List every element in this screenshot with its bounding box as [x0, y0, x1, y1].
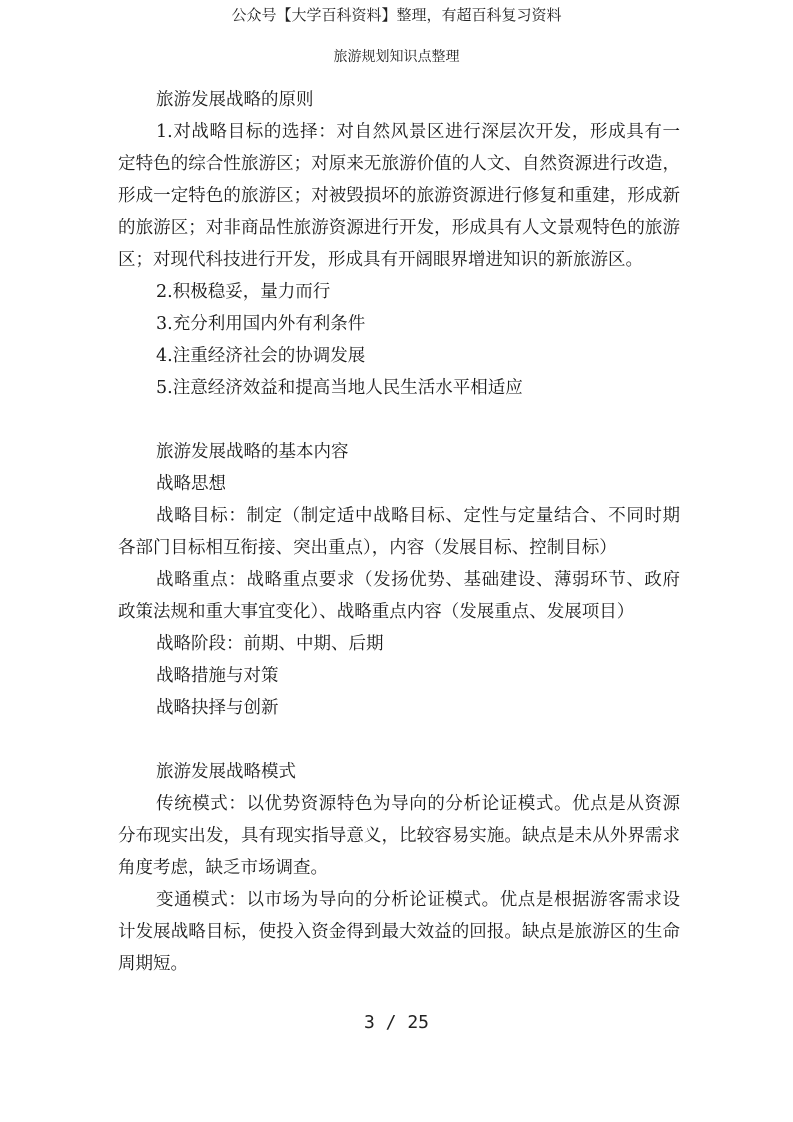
page-number: 3 / 25 [363, 1012, 430, 1033]
section-title-principles: 旅游发展战略的原则 [156, 90, 314, 110]
section-title-content: 旅游发展战略的基本内容 [156, 442, 349, 462]
section-title-modes: 旅游发展战略模式 [156, 762, 296, 782]
principle-item-2: 2.积极稳妥，量力而行 [156, 282, 331, 302]
principle-item-5: 5.注意经济效益和提高当地人民生活水平相适应 [156, 378, 523, 398]
content-item-thought: 战略思想 [156, 474, 226, 494]
content-item-goal: 战略目标：制定（制定适中战略目标、定性与定量结合、不同时期各部门目标相互衔接、突出重点），内容（发展目标、控制目标） [118, 506, 680, 558]
mode-traditional: 传统模式：以优势资源特色为导向的分析论证模式。优点是从资源分布现实出发，具有现实指导意义，比较容易实施。缺点是未从外界需求角度考虑，缺乏市场调查。 [118, 794, 680, 878]
spacer [118, 404, 680, 436]
spacer [118, 724, 680, 756]
content-item-stages: 战略阶段：前期、中期、后期 [156, 634, 384, 654]
content-item-focus: 战略重点：战略重点要求（发扬优势、基础建设、薄弱环节、政府政策法规和重大事宜变化）、战略重点内容（发展重点、发展项目） [118, 570, 680, 622]
principle-item-3: 3.充分利用国内外有利条件 [156, 314, 366, 334]
principle-item-1: 1.对战略目标的选择：对自然风景区进行深层次开发，形成具有一定特色的综合性旅游区；对原来无旅游价值的人文、自然资源进行改造，形成一定特色的旅游区；对被毁损坏的旅游资源进行修复和重建，形成新的旅游区；对非商品性旅游资源进行开发，形成具有人文景观特色的旅游区；对现代科技进行开发，形成具有开阔眼界增进知识的新旅游区。 [118, 122, 680, 270]
principle-item-4: 4.注重经济社会的协调发展 [156, 346, 366, 366]
content-item-measures: 战略措施与对策 [156, 666, 279, 686]
mode-adaptive: 变通模式：以市场为导向的分析论证模式。优点是根据游客需求设计发展战略目标，使投入资金得到最大效益的回报。缺点是旅游区的生命周期短。 [118, 890, 680, 974]
content-item-choice: 战略抉择与创新 [156, 698, 279, 718]
document-body [118, 84, 680, 980]
header-doc-title: 旅游规划知识点整理 [333, 49, 460, 65]
header-source-note: 公众号【大学百科资料】整理，有超百科复习资料 [231, 6, 562, 24]
